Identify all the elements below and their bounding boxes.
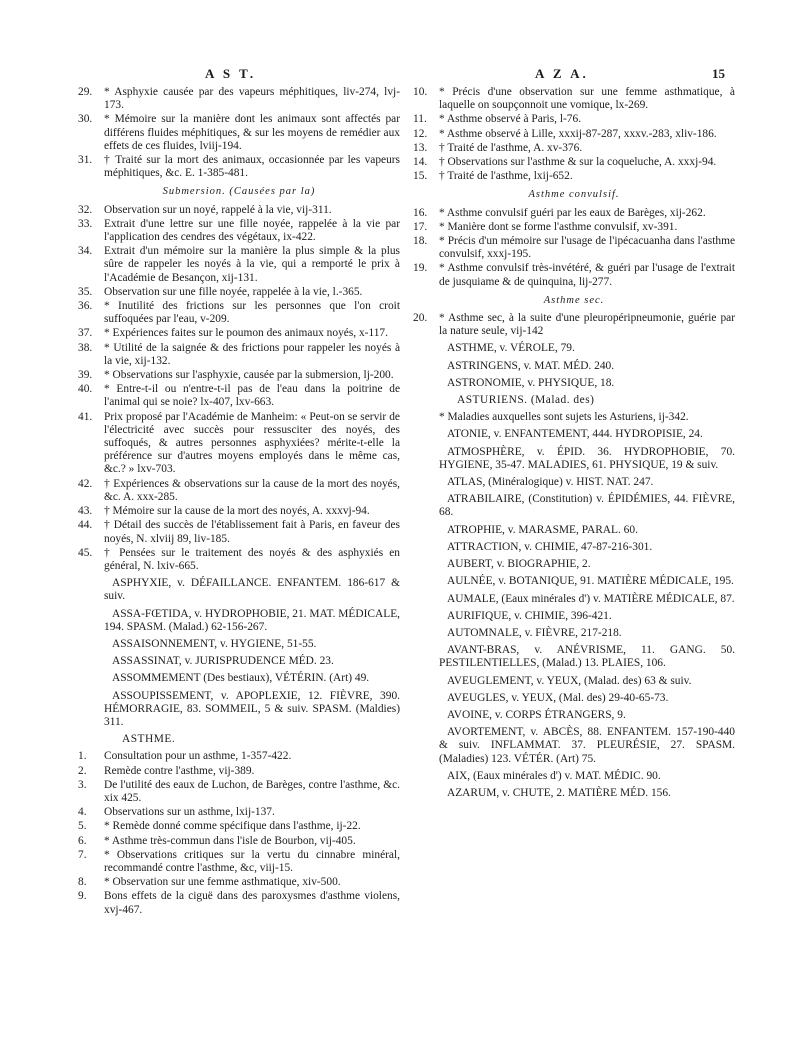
index-entry (78, 806, 400, 819)
index-entry (413, 235, 735, 261)
entry-text: * Inutilité des frictions sur les personnes que l'on croit suffoquées par l'eau, v-209. (104, 300, 400, 326)
index-entry (78, 890, 400, 916)
index-entry (78, 411, 400, 477)
cross-reference: ATRABILAIRE, (Constitution) v. ÉPIDÉMIES, 44. FIÈVRE, 68. (439, 493, 735, 519)
entry-number: 37. (78, 327, 93, 340)
entry-number: 39. (78, 369, 93, 382)
heading-asturiens: ASTURIENS. (Malad. des) (457, 394, 595, 407)
entry-number: 33. (78, 217, 93, 230)
cross-reference: ASSOUPISSEMENT, v. APOPLEXIE, 12. FIÈVRE, 390. HÉMORRAGIE, 83. SOMMEIL, 5 & suiv. SPASM. (Maldies) 311. (104, 689, 400, 728)
entry-number: 35. (78, 285, 93, 298)
entry-number: 9. (78, 890, 87, 903)
running-head-right: A Z A. (535, 66, 589, 81)
cross-reference: ATONIE, v. ENFANTEMENT, 444. HYDROPISIE, 24. (447, 428, 703, 441)
cross-reference: ASTHME, v. VÉROLE, 79. (447, 342, 575, 355)
entry-text: † Observations sur l'asthme & sur la coqueluche, A. xxxj-94. (439, 156, 717, 169)
index-entry (78, 547, 400, 573)
entry-text: † Traité sur la mort des animaux, occasionnée par les vapeurs méphitiques, &c. E. 1-385-481. (104, 154, 400, 180)
cross-reference: AVEUGLEMENT, v. YEUX, (Malad. des) 63 & suiv. (447, 674, 692, 687)
entry-text: * Entre-t-il ou n'entre-t-il pas de l'eau dans la poitrine de l'animal qui se noie? lx-407, lxv-663. (104, 383, 400, 409)
cross-reference: ASTRONOMIE, v. PHYSIQUE, 18. (447, 376, 615, 389)
cross-reference: ATMOSPHÈRE, v. ÉPID. 36. HYDROPHOBIE, 70. HYGIENE, 35-47. MALADIES, 61. PHYSIQUE, 19 & suiv. (439, 445, 735, 471)
index-entry (78, 86, 400, 112)
entry-number: 15. (413, 170, 428, 183)
entry-number: 30. (78, 113, 93, 126)
entry-number: 41. (78, 410, 93, 423)
entry-text: * Expériences faites sur le poumon des animaux noyés, x-117. (104, 327, 388, 340)
entries-asthme (78, 750, 400, 916)
entry-number: 3. (78, 778, 87, 791)
index-entry (78, 342, 400, 368)
index-entry (78, 154, 400, 180)
cross-reference: ASSA-FŒTIDA, v. HYDROPHOBIE, 21. MAT. MÉDICALE, 194. SPASM. (Malad.) 62-156-267. (104, 607, 400, 633)
entry-number: 6. (78, 834, 87, 847)
entry-number: 2. (78, 764, 87, 777)
entry-number: 4. (78, 806, 87, 819)
entry-text: Prix proposé par l'Académie de Manheim: « Peut-on se servir de l'électricité avec succès pour ressusciter des noyés, des suffoqués, & autres personnes asphyxiées? mérite-t-elle la préférence sur d'autres moyens employés dans le même cas, &c.? » lxv-703. (104, 410, 400, 476)
section-heading-convulsif: Asthme convulsif. (528, 189, 620, 201)
entry-number: 45. (78, 546, 93, 559)
index-entry (78, 245, 400, 285)
section-heading-sec: Asthme sec. (543, 294, 605, 306)
entry-text: † Expériences & observations sur la cause de la mort des noyés, &c. A. xxx-285. (104, 477, 400, 503)
entry-text: * Asthme observé à Paris, l-76. (439, 113, 582, 126)
cross-reference: AZARUM, v. CHUTE, 2. MATIÈRE MÉD. 156. (447, 786, 671, 799)
cross-reference: ASSOMMEMENT (Des bestiaux), VÉTÉRIN. (Art) 49. (112, 672, 370, 685)
cross-reference: AIX, (Eaux minérales d') v. MAT. MÉDIC. 90. (447, 769, 661, 782)
index-entry (78, 478, 400, 504)
cross-reference: ATROPHIE, v. MARASME, PARAL. 60. (447, 523, 638, 536)
running-head-left: A S T. (205, 66, 257, 81)
entries-asthme-cont (413, 86, 735, 183)
entry-number: 20. (413, 312, 428, 325)
entry-number: 18. (413, 235, 428, 248)
entry-number: 36. (78, 300, 93, 313)
heading-asthme: ASTHME. (122, 733, 176, 746)
entry-text: Remède contre l'asthme, vij-389. (104, 764, 255, 777)
entry-text: * Asthme sec, à la suite d'une pleuropéripneumonie, guérie par la nature seule, vij-142 (439, 312, 735, 338)
entry-text: * Maladies auxquelles sont sujets les Asturiens, ij-342. (439, 411, 689, 424)
xref-list-right-b (413, 428, 735, 800)
index-entry (78, 327, 400, 340)
index-entry (78, 204, 400, 217)
entry-number: 44. (78, 519, 93, 532)
entry-number: 14. (413, 156, 428, 169)
entry-text: * Asthme convulsif très-invétéré, & guéri par l'usage de l'extrait de jusquiame & de quinquina, lij-277. (439, 262, 735, 288)
cross-reference: AUTOMNALE, v. FIÈVRE, 217-218. (447, 626, 622, 639)
cross-reference: ATTRACTION, v. CHIMIE, 47-87-216-301. (447, 540, 653, 553)
index-entry (78, 519, 400, 545)
index-entry (413, 142, 735, 155)
cross-reference: ASSAISONNEMENT, v. HYGIENE, 51-55. (112, 637, 317, 650)
index-entry (413, 170, 735, 183)
index-entry (78, 849, 400, 875)
entry-number: 42. (78, 477, 93, 490)
entry-text: † Traité de l'asthme, A. xv-376. (439, 141, 583, 154)
entry-number: 38. (78, 341, 93, 354)
left-column (78, 86, 400, 918)
entry-text: Observation sur un noyé, rappelé à la vie, vij-311. (104, 203, 332, 216)
cross-reference: ASPHYXIE, v. DÉFAILLANCE. ENFANTEM. 186-617 & suiv. (104, 577, 400, 603)
entry-text: Consultation pour un asthme, 1-357-422. (104, 750, 292, 763)
index-entry (78, 765, 400, 778)
entry-number: 32. (78, 203, 93, 216)
entries-submersion (78, 204, 400, 573)
entry-number: 7. (78, 848, 87, 861)
entry-text: * Observations sur l'asphyxie, causée par la submersion, lj-200. (104, 369, 394, 382)
index-entry (413, 312, 735, 338)
index-entry (413, 221, 735, 234)
entry-text: * Remède donné comme spécifique dans l'asthme, ij-22. (104, 820, 361, 833)
entries-convulsif (413, 207, 735, 289)
entry-number: 31. (78, 154, 93, 167)
cross-reference: AURIFIQUE, v. CHIMIE, 396-421. (447, 609, 612, 622)
entry-text: Bons effets de la ciguë dans des paroxysmes d'asthme violens, xvj-467. (104, 890, 400, 916)
cross-reference: ASTRINGENS, v. MAT. MÉD. 240. (447, 359, 615, 372)
cross-reference: AVOINE, v. CORPS ÉTRANGERS, 9. (447, 708, 626, 721)
entry-text: * Utilité de la saignée & des frictions pour rappeler les noyés à la vie, xij-132. (104, 341, 400, 367)
entry-number: 16. (413, 206, 428, 219)
right-column (413, 86, 735, 804)
index-entry (413, 128, 735, 141)
index-entry (78, 779, 400, 805)
index-entry (78, 218, 400, 244)
index-entry (78, 383, 400, 409)
index-entry (78, 113, 400, 153)
index-entry (413, 86, 735, 112)
entry-text: * Précis d'une observation sur une femme asthmatique, à laquelle on soupçonnoit une vomique, lx-269. (439, 86, 735, 112)
entry-text: † Traité de l'asthme, lxij-652. (439, 170, 573, 183)
entry-number: 5. (78, 820, 87, 833)
cross-reference: AULNÉE, v. BOTANIQUE, 91. MATIÈRE MÉDICALE, 195. (447, 575, 734, 588)
entry-number: 10. (413, 86, 428, 98)
index-entry (78, 835, 400, 848)
entry-number: 19. (413, 262, 428, 275)
entry-text: * Manière dont se forme l'asthme convulsif, xv-391. (439, 220, 678, 233)
xref-list-left (78, 577, 400, 729)
entry-asturiens (413, 411, 735, 424)
index-entry (78, 369, 400, 382)
entry-text: † Pensées sur le traitement des noyés & des asphyxiés en général, N. lxiv-665. (104, 546, 400, 572)
entry-text: * Observations critiques sur la vertu du cinnabre minéral, recommandé contre l'asthme, &c, viij-15. (104, 848, 400, 874)
entry-text: Extrait d'une lettre sur une fille noyée, rappelée à la vie par l'application des cendres des végétaux, ix-422. (104, 217, 400, 244)
entry-text: * Asthme convulsif guéri par les eaux de Barèges, xij-262. (439, 206, 706, 219)
entry-text: * Asthme observé à Lille, xxxij-87-287, xxxv.-283, xliv-186. (439, 127, 717, 140)
entry-number: 8. (78, 876, 87, 889)
index-entry (78, 876, 400, 889)
entries-asphyxie (78, 86, 400, 180)
cross-reference: AVANT-BRAS, v. ANÉVRISME, 11. GANG. 50. PESTILENTIELLES, (Malad.) 13. PLAIES, 106. (439, 644, 735, 670)
entry-number: 1. (78, 750, 87, 763)
entry-text: * Observation sur une femme asthmatique, xiv-500. (104, 876, 341, 889)
entry-text: * Mémoire sur la manière dont les animaux sont affectés par différens fluides méphitiques, & sur les moyens de remédier aux effets de ces fluides, lviij-194. (104, 113, 400, 152)
page-number: 15 (712, 66, 725, 81)
cross-reference: AUBERT, v. BIOGRAPHIE, 2. (447, 558, 591, 571)
entry-number: 34. (78, 245, 93, 258)
entry-number: 11. (413, 113, 427, 126)
entry-text: * Asthme très-commun dans l'isle de Bourbon, vij-405. (104, 834, 356, 847)
index-entry (78, 750, 400, 763)
xref-list-right-a (413, 342, 735, 390)
index-entry (413, 113, 735, 126)
entry-number: 17. (413, 220, 428, 233)
cross-reference: AVORTEMENT, v. ABCÈS, 88. ENFANTEM. 157-190-440 & suiv. INFLAMMAT. 37. PLEURÉSIE, 27. SPASM. (Maladies) 123. VÉTÉR. (Art) 75. (439, 726, 735, 765)
index-entry (78, 820, 400, 833)
entry-number: 13. (413, 141, 428, 154)
cross-reference: ATLAS, (Minéralogique) v. HIST. NAT. 247. (447, 476, 654, 489)
index-entry (413, 156, 735, 169)
cross-reference: AUMALE, (Eaux minérales d') v. MATIÈRE MÉDICALE, 87. (447, 592, 735, 605)
section-heading-submersion: Submersion. (Causées par la) (162, 186, 316, 198)
index-entry (78, 286, 400, 299)
entries-sec (413, 312, 735, 338)
entry-number: 43. (78, 505, 93, 518)
entry-text: * Précis d'un mémoire sur l'usage de l'ipécacuanha dans l'asthme convulsif, xxxj-195. (439, 235, 735, 261)
index-entry (78, 300, 400, 326)
cross-reference: AVEUGLES, v. YEUX, (Mal. des) 29-40-65-73. (447, 691, 669, 704)
entry-text: * Asphyxie causée par des vapeurs méphitiques, liv-274, lvj-173. (104, 86, 400, 112)
entry-text: Observation sur une fille noyée, rappelée à la vie, l.-365. (104, 285, 363, 298)
index-entry (413, 207, 735, 220)
entry-text: Observations sur un asthme, lxij-137. (104, 806, 275, 819)
entry-text: De l'utilité des eaux de Luchon, de Barèges, contre l'asthme, &c. xix 425. (104, 778, 400, 804)
entry-number: 29. (78, 86, 93, 98)
entry-number: 12. (413, 127, 428, 140)
entry-text: † Mémoire sur la cause de la mort des noyés, A. xxxvj-94. (104, 505, 370, 518)
index-entry (78, 505, 400, 518)
entry-text: Extrait d'un mémoire sur la manière la plus simple & la plus sûre de rappeler les noyés à la vie, qui a remporté le prix à l'Académie de Besançon, xij-131. (104, 245, 400, 284)
cross-reference: ASSASSINAT, v. JURISPRUDENCE MÉD. 23. (112, 655, 334, 668)
entry-text: † Détail des succès de l'établissement fait à Paris, en faveur des noyés, N. xlviij 89, liv-185. (104, 519, 400, 545)
entry-number: 40. (78, 383, 93, 396)
index-entry (413, 262, 735, 288)
